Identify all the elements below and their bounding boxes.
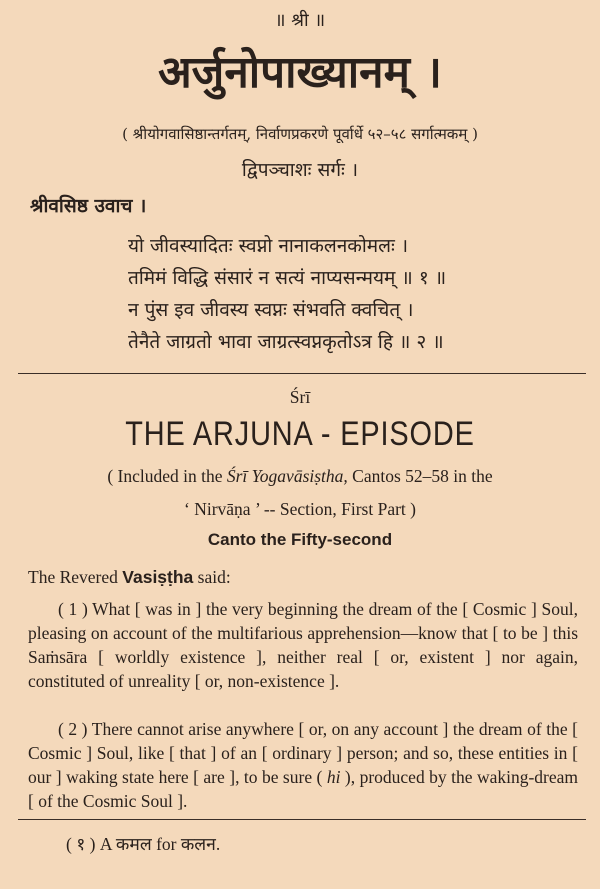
paragraph-2: [28, 717, 578, 813]
speaker-text: The Revered: [28, 567, 123, 587]
english-speaker: [28, 565, 231, 589]
sanskrit-speaker: श्रीवसिष्ठ उवाच ।: [30, 195, 147, 217]
speaker-text: said:: [193, 567, 231, 587]
subtitle-text: Cantos 52–58 in the: [347, 466, 493, 486]
paragraph-italic: hi: [326, 767, 341, 787]
verse-line: तमिमं विद्धि संसारं न सत्यं नाप्यसन्मयम् ॥ १ ॥: [128, 267, 447, 289]
paragraph-text: ), produced by the waking-dream [ of the Cosmic Soul ].: [28, 767, 579, 811]
speaker-name: Vasiṣṭha: [122, 567, 194, 587]
english-invocation: Śrī: [289, 387, 311, 407]
verse-line: तेनैते जाग्रतो भावा जाग्रत्स्वप्नकृतोऽत्र हि ॥ २ ॥: [128, 331, 444, 353]
sanskrit-invocation: ॥ श्री ॥: [274, 10, 326, 31]
subtitle-italic: Śrī Yogavāsiṣtha,: [226, 466, 348, 486]
subtitle-text: ( Included in the: [107, 466, 227, 486]
sanskrit-title: अर्जुनोपाख्यानम् ।: [158, 47, 442, 98]
footnote: ( १ ) A कमल for कलन.: [66, 834, 221, 854]
sanskrit-verses: [128, 230, 446, 358]
divider: [18, 373, 586, 374]
sanskrit-subtitle: ( श्रीयोगवासिष्ठान्तर्गतम्, निर्वाणप्रकरणे पूर्वार्धे ५२–५८ सर्गात्मकम् ): [122, 125, 478, 143]
english-title: THE ARJUNA - EPISODE: [125, 415, 475, 453]
english-subtitle-line2: ‘ Nirvāṇa ’ -- Section, First Part ): [184, 499, 416, 519]
verse-line: यो जीवस्यादितः स्वप्नो नानाकलनकोमलः ।: [128, 235, 409, 257]
sanskrit-canto: द्विपञ्चाशः सर्गः ।: [241, 159, 359, 181]
english-canto: Canto the Fifty-second: [207, 530, 393, 549]
paragraph-1: ( 1 ) What [ was in ] the very beginning the dream of the [ Cosmic ] Soul, pleasing on account of the multifarious apprehension—know that [ to be ] this Saṁsāra [ worldly existence ], neither real [ or, existent ] nor again, constituted of unreality [ or, non-existence ].: [28, 599, 578, 691]
paragraph-text: ( 2 ) There cannot arise anywhere [ or, on any account ] the dream of the [ Cosmic ] Soul, like [ that ] of an [ ordinary ] person; and so, these entities in [ our ] waking state here [ are ], to be sure (: [28, 719, 578, 787]
verse-line: न पुंस इव जीवस्य स्वप्नः संभवति क्वचित् ।: [128, 299, 414, 321]
english-subtitle-line1: [0, 464, 600, 488]
footnote-divider: [18, 819, 586, 820]
